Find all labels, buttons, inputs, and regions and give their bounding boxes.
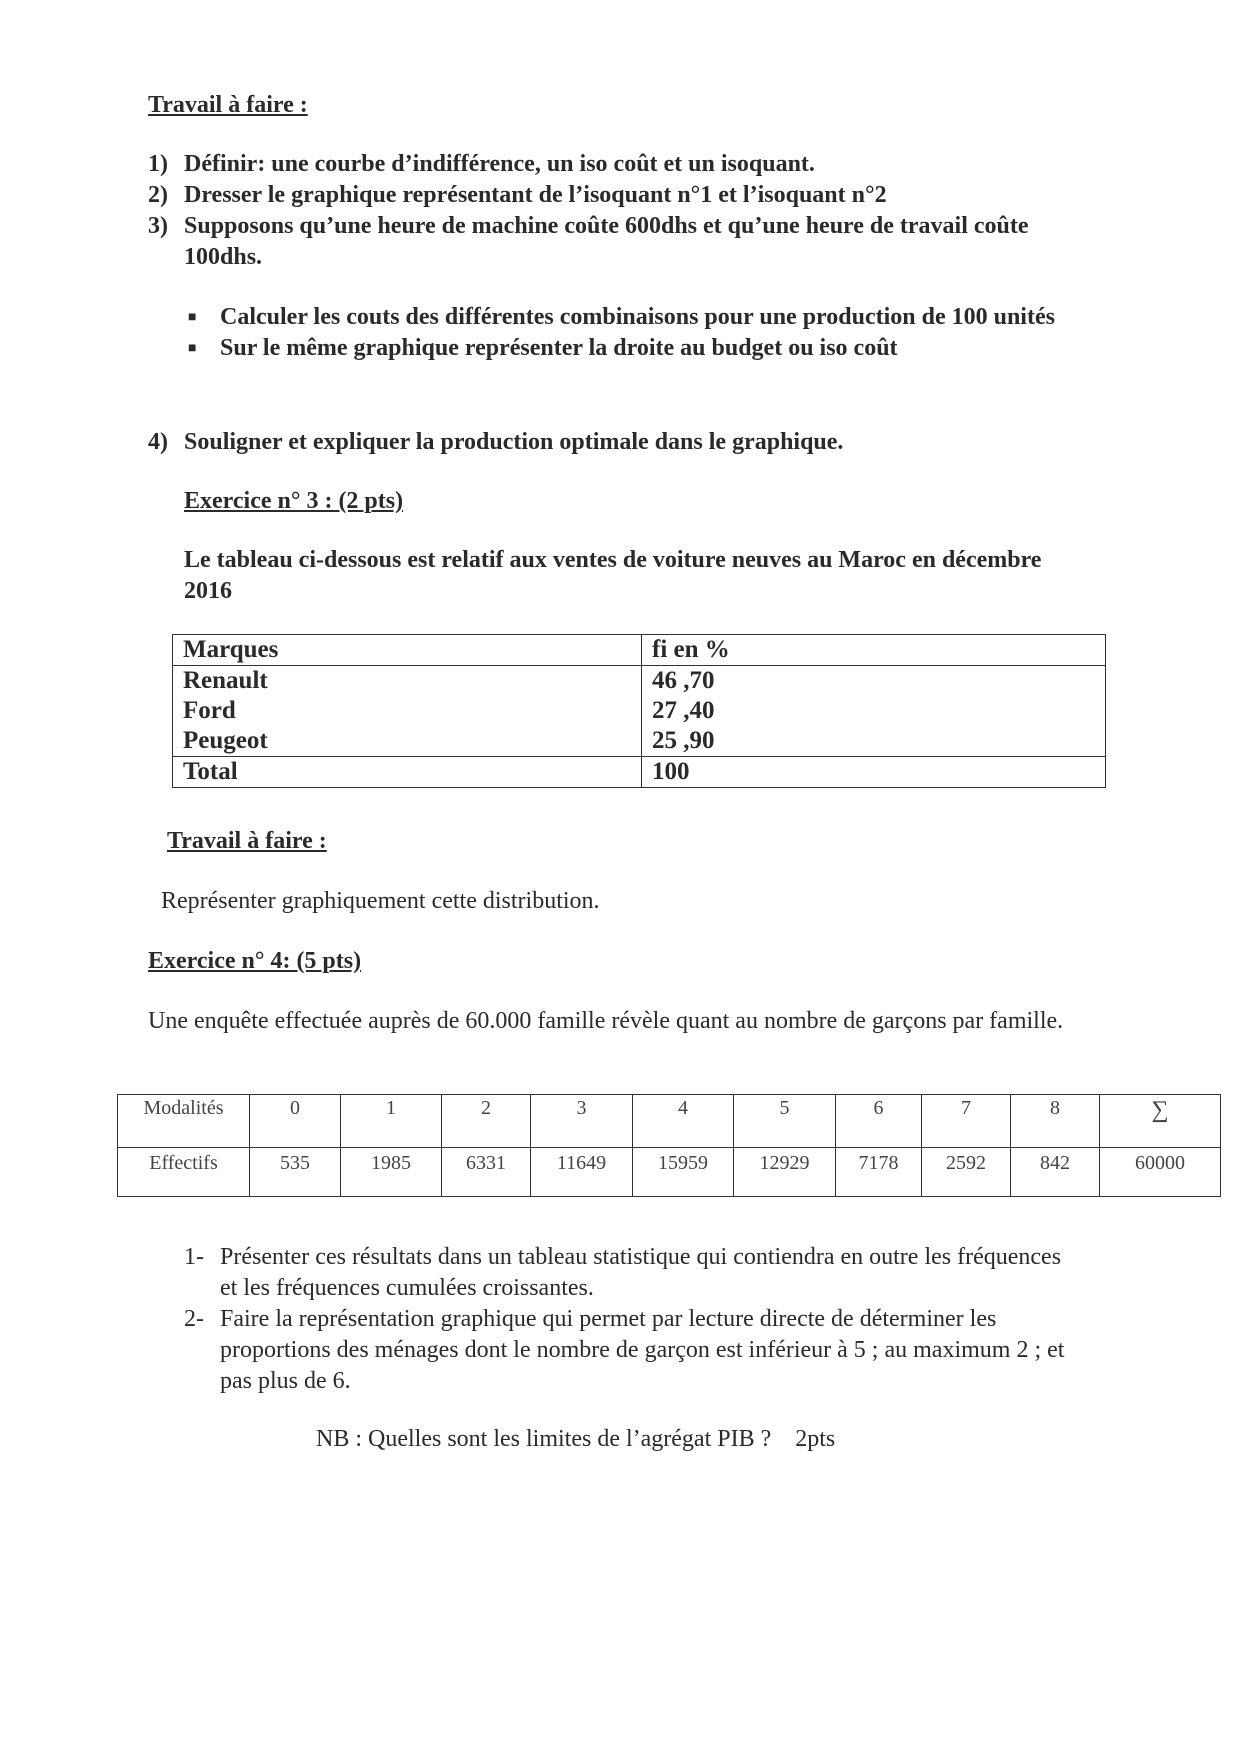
modality-cell: 4 (633, 1095, 734, 1148)
sub-task-list (184, 302, 1104, 364)
task-item (148, 180, 1088, 211)
brand-name: Renault (173, 666, 642, 697)
row-label: Modalités (118, 1095, 250, 1148)
task-text: Dresser le graphique représentant de l’isoquant n°1 et l’isoquant n°2 (184, 182, 887, 208)
nb-note: NB : Quelles sont les limites de l’agrégat PIB ? 2pts (316, 1426, 836, 1452)
task-list-4 (148, 427, 1088, 458)
sub-task-item (184, 302, 1104, 333)
modality-cell: 2 (442, 1095, 531, 1148)
exercise-4-intro: Une enquête effectuée auprès de 60.000 famille révèle quant au nombre de garçons par famille. (148, 1008, 1064, 1034)
task-text: Définir: une courbe d’indifférence, un iso coût et un isoquant. (184, 151, 815, 177)
brands-table-total-row (173, 757, 1106, 788)
modalities-row (118, 1095, 1221, 1148)
brands-header-cell: fi en % (642, 635, 1106, 666)
exercise-4-title: Exercice n° 4: (5 pts) (148, 948, 362, 974)
task-item (148, 211, 1088, 273)
sub-task-text: Calculer les couts des différentes combinaisons pour une production de 100 unités (220, 304, 1055, 330)
question-item (184, 1304, 1084, 1397)
sons-distribution-table (117, 1094, 1221, 1197)
brands-table-header-row (173, 635, 1106, 666)
question-number: 1- (184, 1244, 204, 1270)
total-value: 100 (642, 757, 1106, 788)
total-label: Total (173, 757, 642, 788)
count-cell: 842 (1011, 1148, 1100, 1197)
count-cell: 535 (250, 1148, 341, 1197)
task-text: Souligner et expliquer la production optimale dans le graphique. (184, 429, 844, 455)
count-cell: 1985 (341, 1148, 442, 1197)
brand-share: 25 ,90 (642, 726, 1106, 757)
task-number: 3) (148, 213, 168, 239)
modality-cell: 6 (836, 1095, 922, 1148)
count-cell: 60000 (1100, 1148, 1221, 1197)
brand-share: 46 ,70 (642, 666, 1106, 697)
counts-row (118, 1148, 1221, 1197)
brand-name: Peugeot (173, 726, 642, 757)
task-item (148, 427, 1088, 458)
square-bullet-icon: ■ (188, 310, 197, 325)
task-text: Supposons qu’une heure de machine coûte 600dhs et qu’une heure de travail coûte 100dhs. (184, 213, 1029, 270)
question-number: 2- (184, 1306, 204, 1332)
sub-task-item (184, 333, 1104, 364)
square-bullet-icon: ■ (188, 341, 197, 356)
exercise-3-work-heading: Travail à faire : (167, 828, 327, 854)
count-cell: 6331 (442, 1148, 531, 1197)
row-label: Effectifs (118, 1148, 250, 1197)
sub-task-text: Sur le même graphique représenter la droite au budget ou iso coût (220, 335, 898, 361)
task-number: 4) (148, 429, 168, 455)
modality-cell: 8 (1011, 1095, 1100, 1148)
count-cell: 2592 (922, 1148, 1011, 1197)
table-row (173, 696, 1106, 726)
modality-cell: 3 (531, 1095, 633, 1148)
question-list (184, 1242, 1084, 1397)
modality-cell: 7 (922, 1095, 1011, 1148)
brands-table (172, 634, 1106, 788)
sum-symbol-cell: ∑ (1100, 1095, 1221, 1148)
brand-name: Ford (173, 696, 642, 726)
count-cell: 11649 (531, 1148, 633, 1197)
brands-header-cell: Marques (173, 635, 642, 666)
exercise-3-intro: Le tableau ci-dessous est relatif aux ventes de voiture neuves au Maroc en décembre 2016 (184, 547, 1042, 604)
count-cell: 7178 (836, 1148, 922, 1197)
question-item (184, 1242, 1084, 1304)
exercise-3-work-text: Représenter graphiquement cette distribution. (161, 888, 600, 914)
section-heading-travail: Travail à faire : (148, 92, 308, 118)
task-list (148, 149, 1088, 273)
question-text: Présenter ces résultats dans un tableau statistique qui contiendra en outre les fréquences et les fréquences cumulées croissantes. (220, 1244, 1062, 1301)
count-cell: 12929 (734, 1148, 836, 1197)
table-row (173, 666, 1106, 697)
modality-cell: 0 (250, 1095, 341, 1148)
brand-share: 27 ,40 (642, 696, 1106, 726)
exercise-3-title: Exercice n° 3 : (2 pts) (184, 488, 404, 514)
modality-cell: 1 (341, 1095, 442, 1148)
question-text: Faire la représentation graphique qui permet par lecture directe de déterminer les proportions des ménages dont le nombre de garçon est inférieur à 5 ; au maximum 2 ; et pas plus de 6. (220, 1306, 1065, 1394)
task-number: 2) (148, 182, 168, 208)
task-number: 1) (148, 151, 168, 177)
table-row (173, 726, 1106, 757)
count-cell: 15959 (633, 1148, 734, 1197)
task-item (148, 149, 1088, 180)
modality-cell: 5 (734, 1095, 836, 1148)
